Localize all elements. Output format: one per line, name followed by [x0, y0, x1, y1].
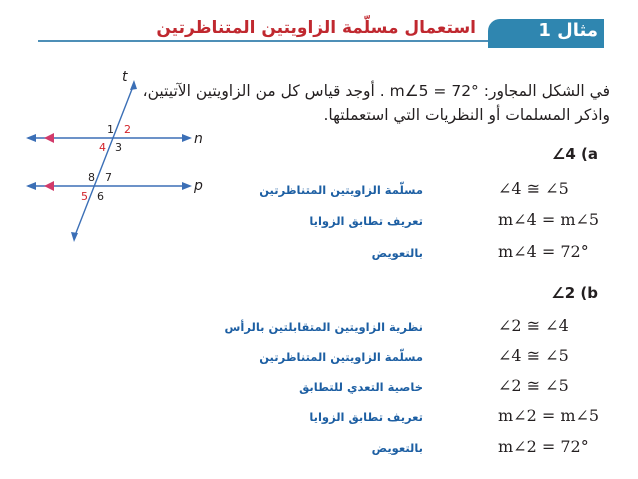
example-label: مثال 1: [538, 20, 598, 41]
part-b-statement-3: ∠2 ≅ ∠5: [498, 376, 569, 395]
part-b-reason-1: نظرية الزاويتين المتقابلتين بالرأس: [224, 320, 423, 334]
angle-label-2: 2: [124, 123, 131, 136]
angle-label-8: 8: [88, 171, 95, 184]
label-t: t: [122, 70, 128, 85]
intro-line-1: في الشكل المجاور: m∠5 = 72° . أوجد قياس كل من الزاويتين الآتيتين،: [142, 82, 610, 100]
part-b-reason-4: تعريف تطابق الزوايا: [309, 410, 423, 424]
part-b-reason-3: خاصية التعدي للتطابق: [299, 380, 423, 394]
angle-label-6: 6: [97, 190, 104, 203]
transversal-arrow-top: [130, 80, 137, 90]
part-a-reason-2: تعريف تطابق الزوايا: [309, 214, 423, 228]
part-b-reason-2: مسلّمة الزاويتين المتناظرتين: [259, 350, 423, 364]
angle-label-4: 4: [99, 141, 106, 154]
line-n-arrow-left: [26, 134, 36, 142]
label-n: n: [194, 131, 203, 147]
angle-label-1: 1: [107, 123, 114, 136]
part-a-label: ∠4 (a: [551, 145, 598, 163]
line-p-arrow-left: [26, 182, 36, 190]
transversal-arrow-bottom: [71, 232, 78, 242]
part-a-reason-1: مسلّمة الزاويتين المتناظرتين: [259, 183, 423, 197]
example-title: استعمال مسلّمة الزاويتين المتناظرتين: [156, 18, 476, 38]
transversal-line: [74, 84, 134, 238]
part-a-statement-3: m∠4 = 72°: [498, 242, 589, 261]
part-b-label: ∠2 (b: [551, 284, 598, 302]
part-a-statement-1: ∠4 ≅ ∠5: [498, 179, 569, 198]
part-a-statement-2: m∠4 = m∠5: [498, 210, 600, 229]
line-n-arrow-right: [182, 134, 192, 142]
parallel-mark-p: [44, 181, 54, 191]
line-p-arrow-right: [182, 182, 192, 190]
part-b-statement-1: ∠2 ≅ ∠4: [498, 316, 569, 335]
part-b-statement-4: m∠2 = m∠5: [498, 406, 600, 425]
part-a-reason-3: بالتعويض: [371, 246, 423, 260]
label-p: p: [194, 178, 203, 194]
part-b-statement-5: m∠2 = 72°: [498, 437, 589, 456]
part-b-reason-5: بالتعويض: [371, 441, 423, 455]
parallel-lines-figure: [18, 70, 218, 250]
intro-line-2: واذكر المسلمات أو النظريات التي استعملتها.: [323, 106, 610, 124]
parallel-mark-n: [44, 133, 54, 143]
part-b-statement-2: ∠4 ≅ ∠5: [498, 346, 569, 365]
angle-label-5: 5: [81, 190, 88, 203]
angle-label-7: 7: [105, 171, 112, 184]
example-label-box: [488, 19, 604, 48]
angle-label-3: 3: [115, 141, 122, 154]
